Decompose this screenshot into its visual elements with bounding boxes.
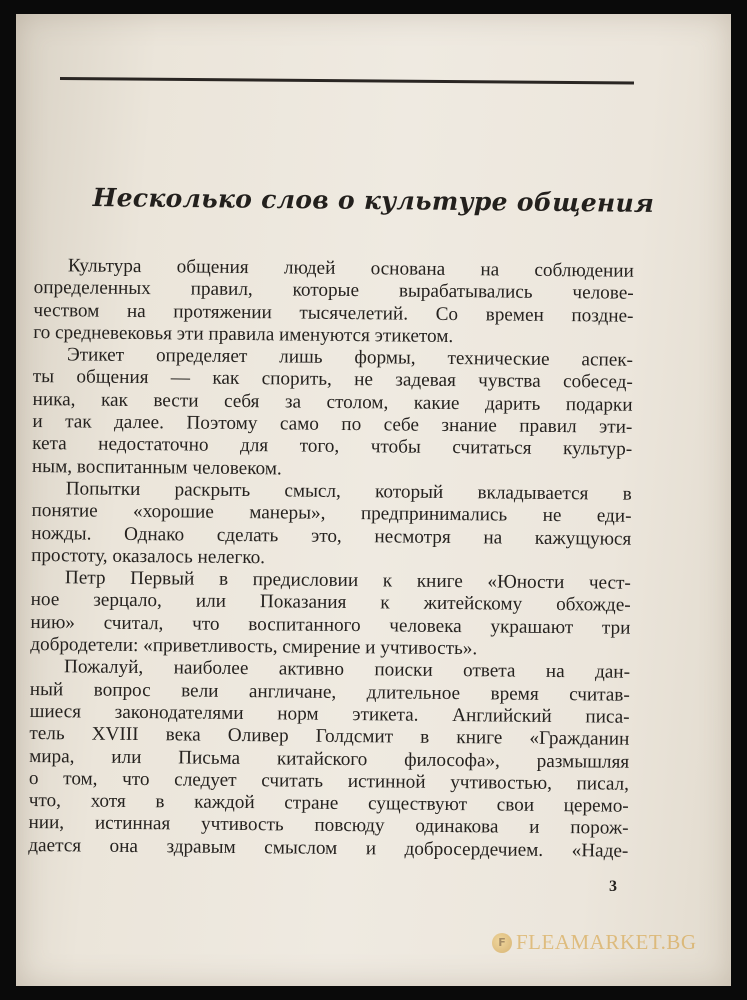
text-line: ным, воспитанным человеком. (31, 455, 282, 480)
text-line: Попытки раскрыть смысл, который вкладывается в (65, 478, 632, 505)
body-text (28, 255, 634, 863)
text-line: Петр Первый в предисловии к книге «Юности чест- (64, 567, 631, 594)
text-line: ный вопрос вели англичане, длительное время считав- (29, 678, 630, 706)
text-line: кета недостаточно для того, чтобы считаться культур- (32, 433, 633, 461)
page-number: 3 (609, 878, 617, 895)
watermark (492, 930, 697, 955)
text-line: простоту, оказалось нелегко. (31, 544, 266, 569)
header-rule (60, 77, 634, 85)
text-line: ножды. Однако сделать это, несмотря на кажущуюся (31, 522, 632, 550)
book-page (16, 14, 731, 986)
text-line: нию» считал, что воспитанного человека украшают три (30, 611, 631, 639)
text-line: добродетели: «приветливость, смирение и учтивость». (30, 634, 478, 660)
text-line: тель XVIII века Оливер Голдсмит в книге «Гражданин (29, 723, 630, 750)
watermark-coin-icon: F (492, 933, 512, 953)
text-line: шиеся законодателями норм этикета. Английский писа- (29, 700, 630, 728)
text-line: и так далее. Поэтому само по себе знание правил эти- (32, 411, 633, 438)
text-line: понятие «хорошие манеры», предпринимались не еди- (31, 500, 632, 528)
text-line: ника, как вести себя за столом, какие дарить подарки (32, 388, 633, 416)
text-line: что, хотя в каждой стране существуют свои церемо- (28, 790, 629, 817)
watermark-text: FLEAMARKET.BG (516, 930, 697, 954)
text-line: ты общения — как спорить, не задевая чувства собесед- (32, 366, 633, 394)
text-line: определенных правил, которые вырабатывались челове- (33, 277, 634, 305)
text-line: мира, или Письма китайского философа», размышляя (29, 745, 630, 773)
text-line: го средневековья эти правила именуются этикетом. (33, 321, 454, 347)
text-line: чеством на протяжении тысячелетий. Со времен поздне- (33, 299, 634, 327)
text-line: Пожалуй, наиболее активно поиски ответа на дан- (63, 656, 631, 684)
text-line: о том, что следует считать истинной учтивостью, писал, (28, 767, 630, 795)
text-line: дается она здравым смыслом и добросердечием. «Наде- (28, 834, 629, 862)
text-line: Культура общения людей основана на соблюдении (67, 255, 634, 282)
text-line: Этикет определяет лишь формы, технические аспек- (66, 344, 634, 371)
text-line: нии, истинная учтивость повсюду одинакова и порож- (28, 812, 629, 840)
chapter-heading: Несколько слов о культуре общения (92, 183, 655, 218)
text-line: ное зерцало, или Показания к житейскому обхожде- (30, 589, 631, 617)
